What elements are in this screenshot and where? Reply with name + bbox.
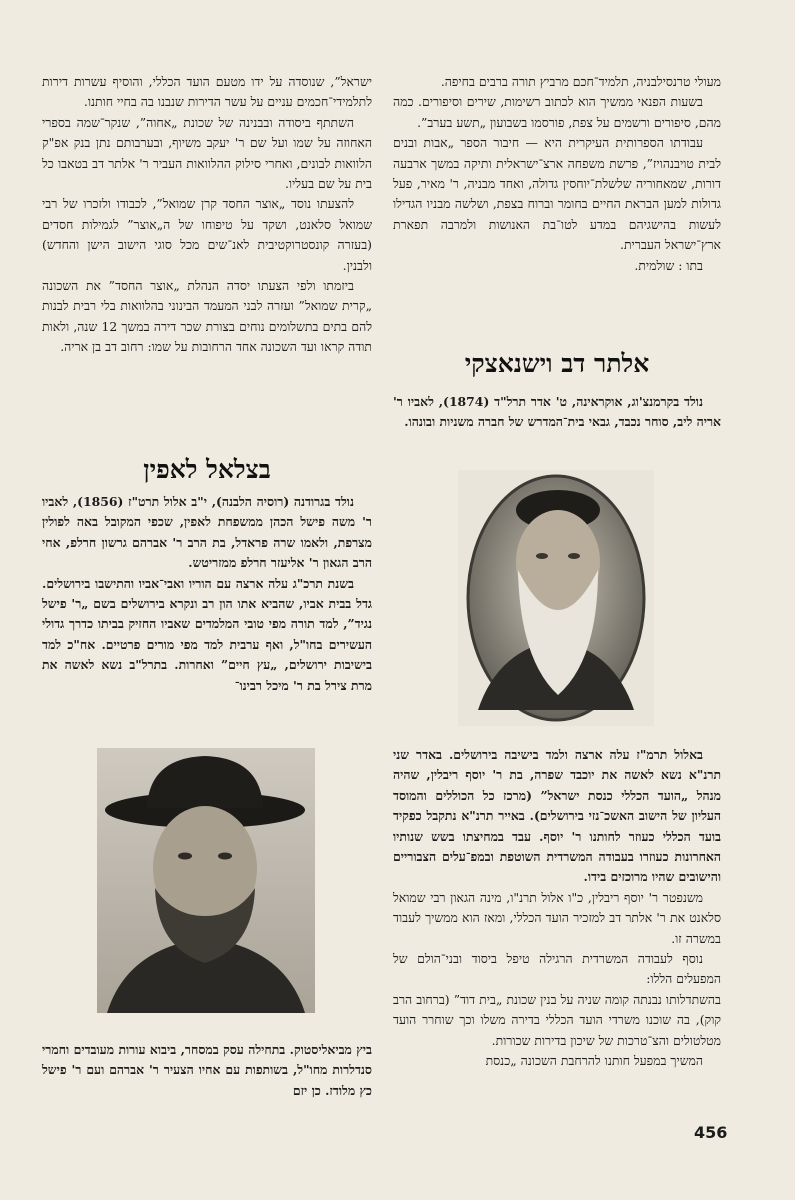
heading-bezalel-lapin: בצלאל לאפין <box>143 455 271 484</box>
paragraph: ביזמתו ולפי הצעתו יסדה הנהלת „אוצר החסד” את השכונה „קרית שמואל” ועזרה לבני המעמד הבינוני בהלוואות בלי רבית לבנות להם בתים בתשלומים נוחים בצורת שכר דירה במשך 12 שנה, ולאות תודה קראו ועד השכונה אחד הרחובות על שמו: רחוב דב בן אריה. <box>42 278 372 355</box>
paragraph: בשנת תרכ"ג עלה ארצה עם הוריו ואבי־אביו והתישבו בירושלים. גדל בבית אביו, שהביא אתו הון רב ונקרא בירושלים בשם „ר' פישל נגיד”, למד תורה מפי טובי המלמדים שאביו החזיק בביתו כדרך גדולי העשירים בחו"ל, ואף ערבית למד מפי מורים פרטיים. אח"כ למד בישיבות ירושלים, „עץ חיים” ואחרות. בתרל"ב נשא לאשה את מרת צירל בת ר' מיכל רבינו־ <box>42 575 372 693</box>
paragraph: ישראל”, שנוסדה על ידו מטעם הועד הכללי, והוסיף עשרות דירות לתלמידי־חכמים עניים על עשר הדירות שנבנו בה בחיי חותנו. <box>42 74 372 110</box>
paragraph: מעולי טרנסילבניה, תלמיד־חכם מרביץ תורה ברבים בחיפה. <box>440 74 721 89</box>
right-column-top <box>393 72 721 276</box>
paragraph: בהשתדלותו נבנתה קומה שניה על בנין שכונת „בית דוד” (ברחוב הרב קוק), בה שוכנו משרדי הועד הכללי בדירה משלו וכך שוחרר הועד מטלטולים והצ־טרכות של שיכון בדירות שכורות. <box>393 991 721 1048</box>
portrait-illustration <box>97 748 315 1013</box>
paragraph: משנפטר ר' יוסף ריבלין, כ"ו אלול תרנ"ו, מינה הגאון רבי שמואל סלאנט את ר' אלתר דב למזכיר הועד הכללי, ומאז הוא ממשיך לעבוד במשרה זו. <box>393 889 721 946</box>
paragraph: נולד בקרמנצ'וג, אוקראינה, ט' אדר תרל"ד (1874), לאביו ר' אריה ליב, סוחר נכבד, גבאי בית־המדרש של חברה משניות ובונהו. <box>393 394 721 430</box>
bezalel-body <box>42 492 372 696</box>
paragraph: נוסף לעבודה המשרדית הרגילה טיפל ביסוד ובני־הולם של המפעלים הללו: <box>393 951 721 987</box>
paragraph: בשעות הפנאי ממשיך הוא לכתוב רשימות, שירים וסיפורים. כמה מהם, סיפורים ורשמים על צפת, פורסמו בשבועון „תשע בערב”. <box>393 94 721 130</box>
photo-bezalel-lapin-portrait <box>97 748 315 1013</box>
paragraph: השתתף ביסודה ובבנינה של שכונת „אחוה”, שנקר־שמה בספרי האחוזה על שמו ועל שם ר' יעקב משיוף, ובערבותם נתן בנק אפ"ק הלוואות לבונים, ואחרי סילוק ההלוואות העביר ר' אלתר דב בטאבו כל בית על שם בעליו. <box>42 114 372 192</box>
paragraph: להצעתו נוסד „אוצר החסד קרן שמואל”, לכבודו ולזכרו של רבי שמואל סלאנט, ושקד על טיפוחו של ה„אוצר” לגמילות חסדים (בעזרה קונסטרוקטיבית לאנ־שים מכל סוגי הישוב הישן והחדש) ולבנין. <box>42 196 372 273</box>
paragraph: באלול תרמ"ז עלה ארצה ולמד בישיבה בירושלים. באדר שני תרנ"א נשא לאשה את יוכבד שפרה, בת ר' יוסף ריבלין, שהיה מנהל „הועד הכללי כנסת ישראל” (מרכז כל הכוללים והמוסד העליון של הישוב האשכ־נזי בירושלים). באייר תרנ"א נתקבל כפקיד בועד הכללי כעוזר לחותנו ר' יוסף. עבד במחיצתו בשש שנותיו האחרונות כעוזרו בעבודה המשרדית השוטפת ובמפ־עלים הצבוריים והישובים שהיו מרוכזים בידו. <box>393 747 721 885</box>
paragraph: נולד בגרודנה (רוסיה הלבנה), י"ב אלול תרט"ז (1856), לאביו ר' משה פישל הכהן ממשפחת לאפין, שכפי המקובל באה לפולין מצרפת, ולאמו שרה פראדל, בת הרב ר' אברהם גרשון חרלפ, אחי הרב הגאון ר' אליעזר חרלפ ממזריטש. <box>42 494 372 571</box>
paragraph: המשיך במפעל חותנו להרחבת השכונה „כנסת <box>485 1053 703 1069</box>
paragraph: עבודתו הספרותית העיקרית היא — חיבור הספר „אבות ובנים לבית טויבנהויז”, פרשת משפחה ארצ־ישראלית ותיקה במשך ארבעה דורות, שמאחוריה שלשלת־יוחסין גדולה, ואחד מבניה, ר' מאיר, פעל גדולות למען הבראת החיים בחומר וברוח בצפת, ושלשה מבניו הגדילו לעשות בהישגיהם במדע לטו־בת האנושות ולמרבה תפארת ארץ־ישראל העברית. <box>393 135 721 253</box>
alter-intro <box>393 392 721 433</box>
photo-alter-dov-portrait <box>458 470 654 726</box>
left-column-top <box>42 72 372 358</box>
wife-line: בתו : שולמית. <box>634 257 703 273</box>
bezalel-continued <box>42 1040 372 1101</box>
alter-body <box>393 745 721 1072</box>
heading-alter-dov: אלתר דב וישנאצקי <box>464 349 650 378</box>
page-number: 456 <box>694 1123 728 1142</box>
paragraph: ביץ מביאליסטוק. בתחילה עסק במסחר, ביבוא עורות מעובדים וחמרי סנדלרות מחו"ל, בשותפות עם אחיו הצעיר ר' אברהם ועם ר' פישל כץ מלודז. כן יזם <box>42 1042 372 1098</box>
portrait-illustration <box>458 470 654 726</box>
